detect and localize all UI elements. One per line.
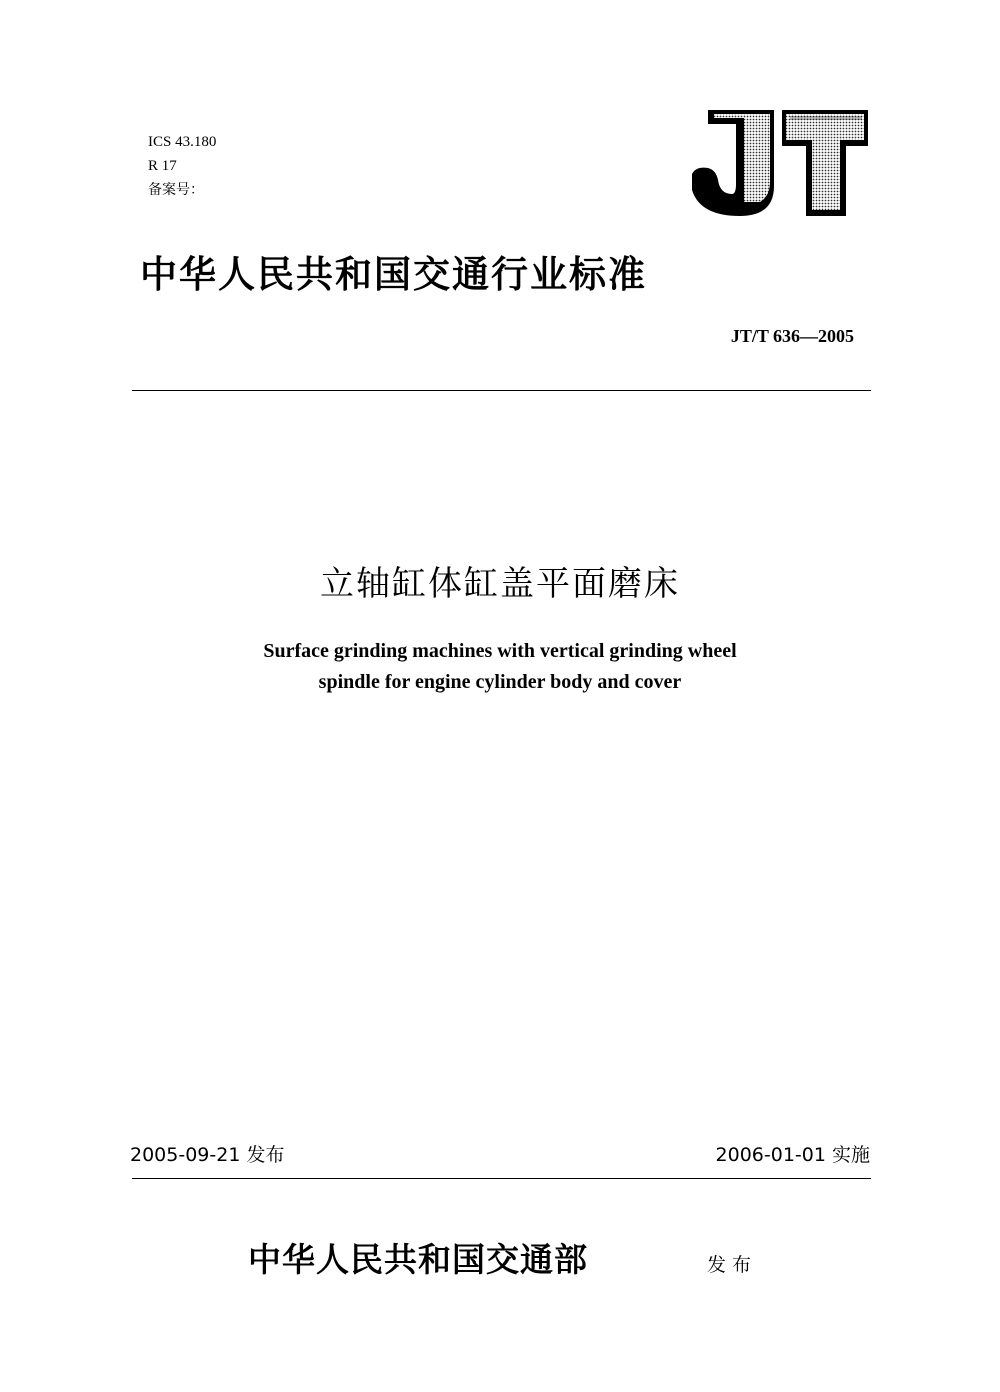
standard-category-title: 中华人民共和国交通行业标准 [140,252,647,296]
implementation-date: 2006-01-01 实施 [715,1144,870,1166]
ics-number: ICS 43.180 [148,134,217,150]
publisher-name: 中华人民共和国交通部 [248,1240,588,1279]
jt-logo [686,106,871,221]
issue-date: 2005-09-21 发布 [130,1144,285,1166]
bottom-divider [132,1178,871,1179]
publish-label: 发布 [707,1254,758,1276]
classification-code: R 17 [148,158,177,174]
standard-code: JT/T 636—2005 [730,326,854,346]
english-title-line-1: Surface grinding machines with vertical grinding wheel [263,640,737,662]
filing-number-label: 备案号： [148,182,204,198]
document-title-chinese: 立轴缸体缸盖平面磨床 [320,564,680,604]
english-title-line-2: spindle for engine cylinder body and cover [318,671,682,693]
top-divider [132,390,871,391]
document-title-english [0,636,1000,698]
